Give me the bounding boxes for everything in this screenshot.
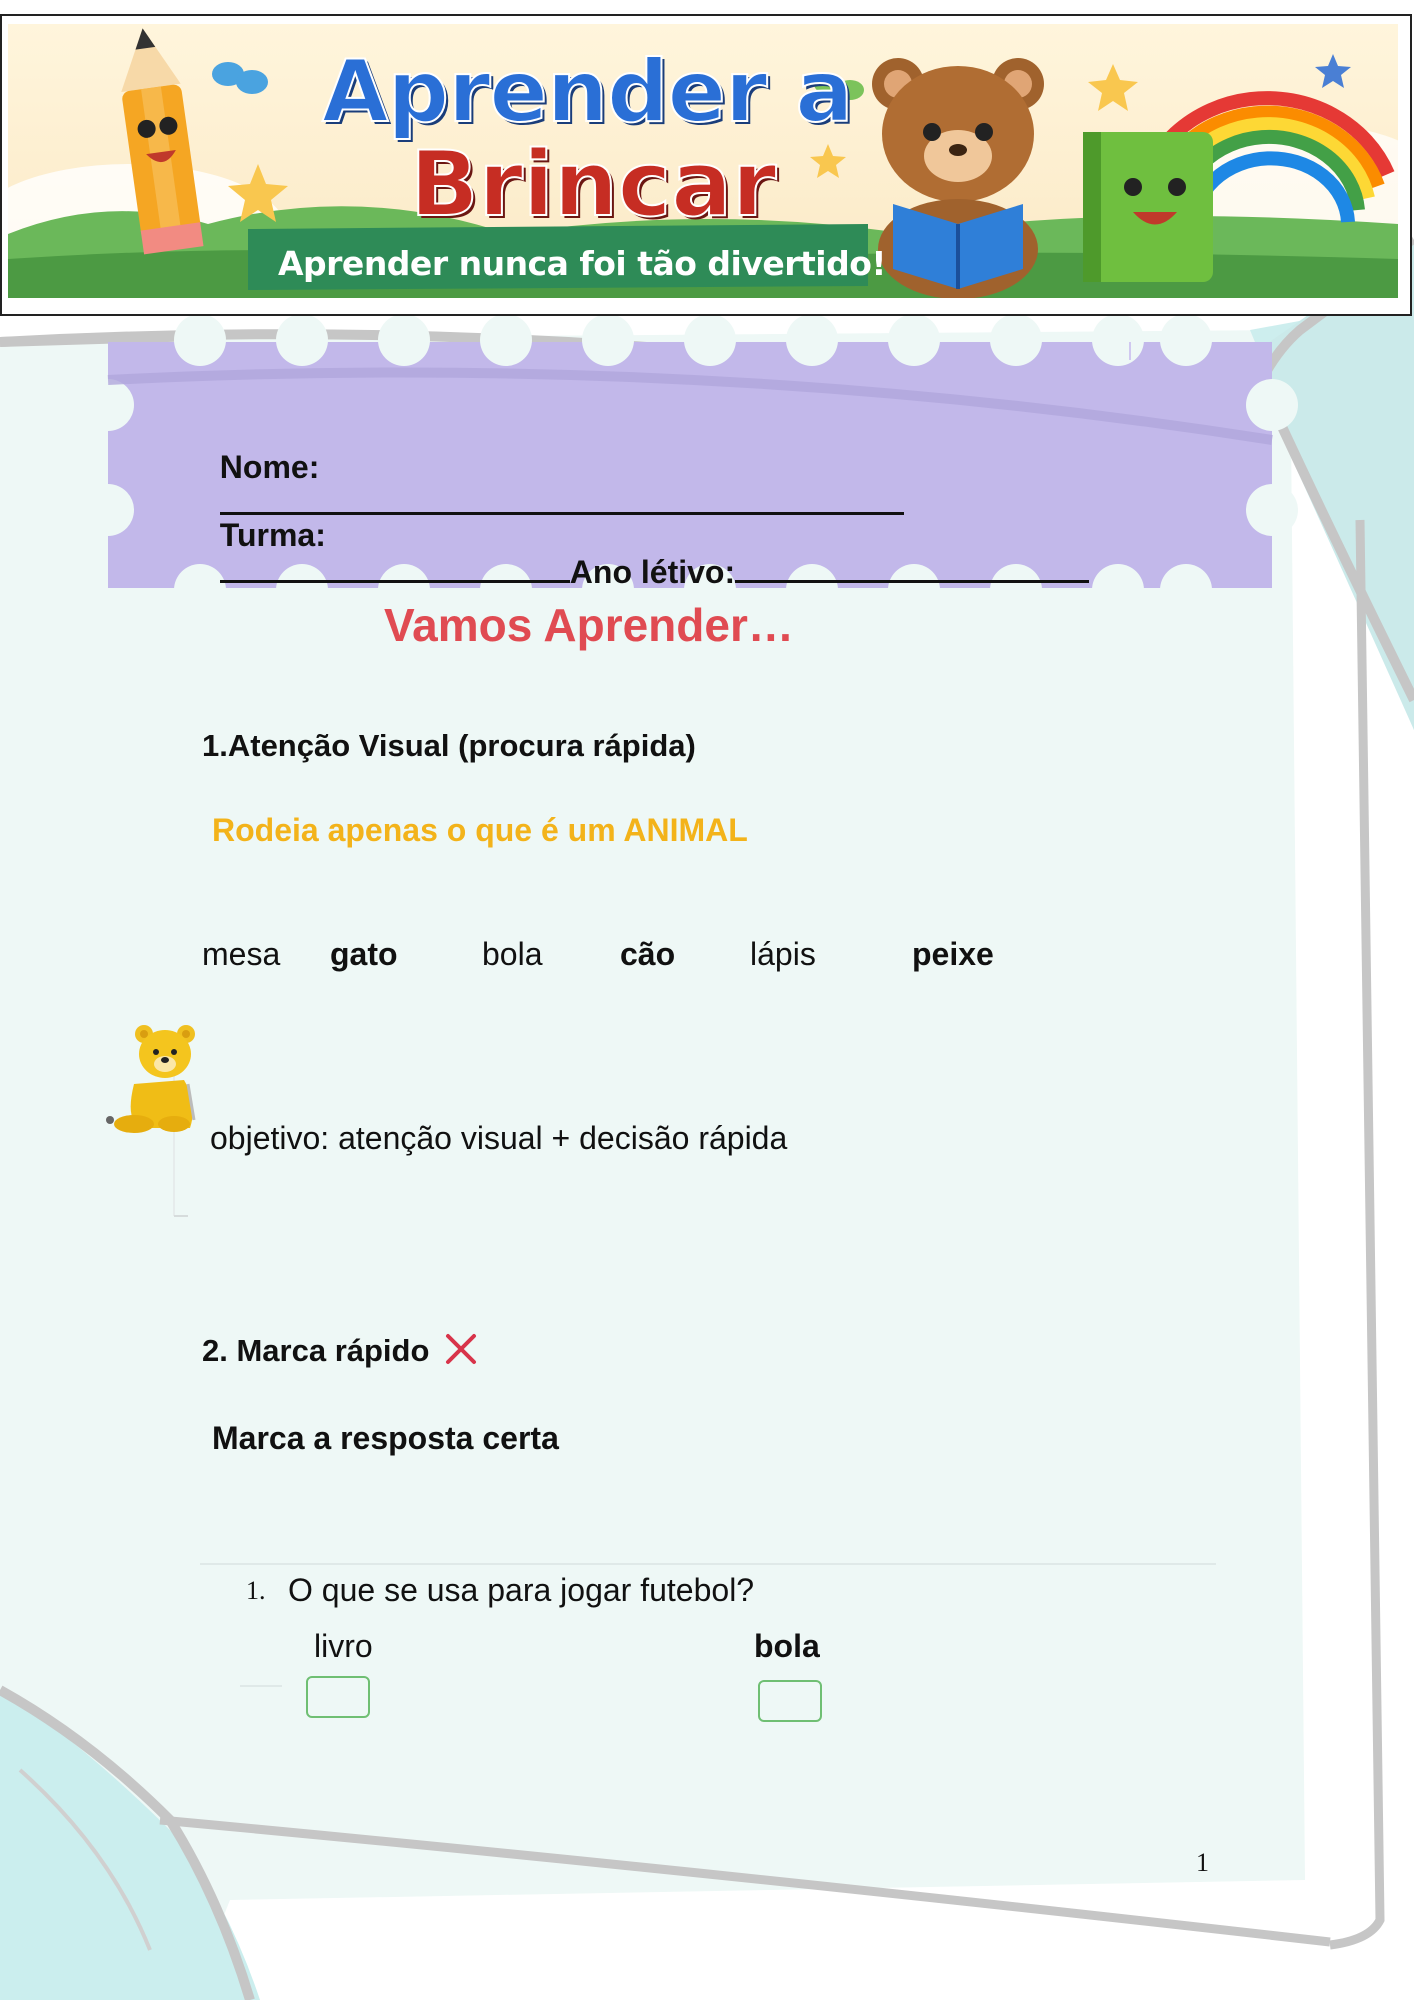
option-bola-checkbox[interactable]: [758, 1680, 822, 1722]
banner-title-line1: Aprender a: [322, 42, 853, 142]
class-row: [202, 480, 1089, 591]
question-number: 1.: [246, 1576, 266, 1605]
main-title: Vamos Aprender…: [384, 599, 794, 651]
option-bola-label: bola: [754, 1628, 820, 1664]
year-label: Ano létivo:: [569, 554, 736, 590]
banner-title-line2: Brincar: [410, 132, 777, 237]
year-blank[interactable]: [735, 554, 1089, 583]
class-blank[interactable]: [220, 554, 570, 583]
cross-mark-icon: [444, 1332, 478, 1374]
section2-title: 2. Marca rápido: [202, 1333, 430, 1369]
section1-objective: objetivo: atenção visual + decisão rápida: [210, 1120, 788, 1156]
teddy-bear-icon: [104, 1024, 200, 1134]
section1-instruction: Rodeia apenas o que é um ANIMAL: [212, 812, 748, 848]
word-peixe[interactable]: peixe: [912, 936, 994, 972]
word-mesa[interactable]: mesa: [202, 936, 281, 972]
banner-tagline: Aprender nunca foi tão divertido!: [278, 244, 886, 283]
word-cao[interactable]: cão: [620, 936, 676, 972]
word-bola[interactable]: bola: [482, 936, 543, 972]
word-lapis[interactable]: lápis: [750, 936, 816, 972]
option-livro-checkbox[interactable]: [306, 1676, 370, 1718]
word-gato[interactable]: gato: [330, 936, 398, 972]
name-label: Nome:: [219, 449, 320, 485]
option-livro-label: livro: [314, 1628, 373, 1664]
question-text: O que se usa para jogar futebol?: [288, 1572, 755, 1608]
page-number: 1: [1196, 1848, 1209, 1877]
section2-instruction: Marca a resposta certa: [212, 1420, 559, 1456]
section1-title: 1.Atenção Visual (procura rápida): [202, 728, 696, 763]
class-label: Turma:: [219, 517, 326, 553]
section2-title-row: [202, 1332, 478, 1374]
